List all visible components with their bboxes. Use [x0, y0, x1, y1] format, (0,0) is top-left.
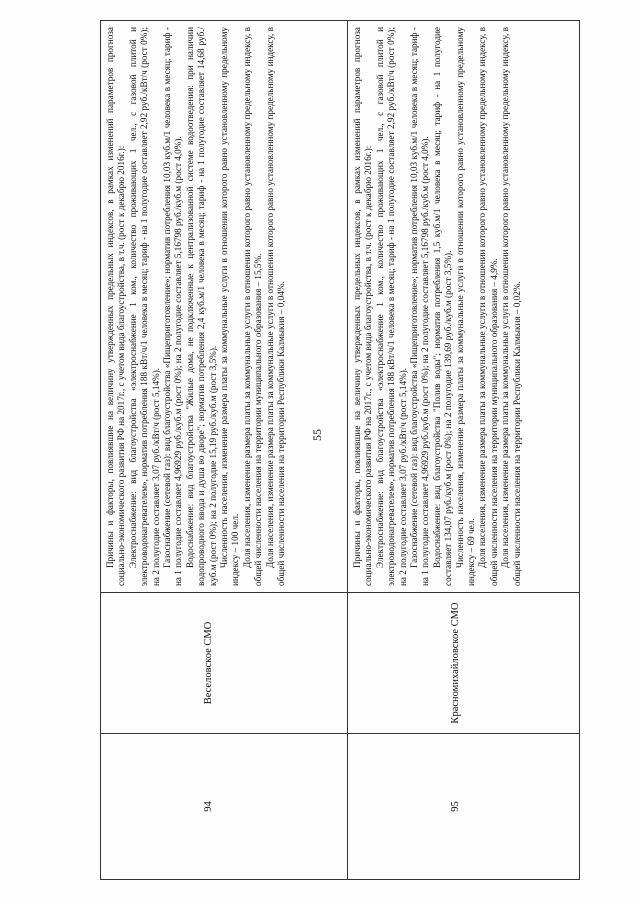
paragraph: Численность населения, изменение размера платы за коммунальные услуги в отношении которого равно установленному предельному индексу – 69 чел.: [454, 27, 476, 586]
table-row: [101, 21, 348, 880]
table-row: [347, 21, 579, 880]
description-text: [101, 21, 290, 592]
municipality-cell: [347, 593, 579, 734]
description-cell: [347, 21, 579, 593]
row-number-cell: [101, 734, 348, 880]
paragraph: Водоснабжение: вид благоустройства "Жилые дома, не подключенные к централизованной системе водоотведения: при наличии водопроводного ввода и душа во дворе"; норматив потребления 2,4 куб.м/1 человека в месяц; тариф - на 1 полугодие составляет 14,68 руб./куб.м (рост 0%); на 2 полугодие 15,19 руб./куб.м (рост 3,5%).: [184, 27, 218, 586]
paragraph: Доля населения, изменение размера платы за коммунальные услуги в отношении которого равно установленному предельному индексу, в общей численности населения на территории муниципального образования – 15,5%.: [241, 27, 264, 586]
paragraph: Причины и факторы, повлиявшие на величину утвержденных предельных индексов, в рамках изменений параметров прогноза социально-экономического развития РФ на 2017г., с учетом вида благоустройства, в т.ч. (рост к декабрю 2016г.):: [105, 27, 127, 586]
paragraph: Газоснабжение (сетевой газ): вид благоустройства «Пищеприготовление»; норматив потребления 10,03 куб.м/1 человека в месяц; тариф - на 1 полугодие составляет 4,96929 руб./куб.м (рост 0%); на 2 полугодие составляет 5,16798 руб./куб.м (рост 4,0%).: [162, 27, 184, 586]
paragraph: Причины и факторы, повлиявшие на величину утвержденных предельных индексов, в рамках изменений параметров прогноза социально-экономического развития РФ на 2017г., с учетом вида благоустройства, в т.ч. (рост к декабрю 2016г.):: [351, 27, 374, 586]
municipality-name: Веселовское СМО: [203, 621, 214, 705]
paragraph: Газоснабжение (сетевой газ): вид благоустройства «Пищеприготовление»; норматив потребления 10,03 куб.м/1 человека в месяц; тариф - на 1 полугодие составляет 4,96929 руб./куб.м (рост 0%); на 2 полугодие составляет 5,16798 руб./куб.м (рост 4,0%).: [408, 27, 431, 586]
paragraph: Водоснабжение: вид благоустройства "Полив воды"; норматив потребления 1,5 куб.м/1 человека в месяц; тариф - на 1 полугодие составляет 134,07 руб./куб.м (рост 0%); на 2 полугодие 139,69 руб./куб.м (рост 3,5%).: [431, 27, 454, 586]
paragraph: Электроснабжение: вид благоустройства «электроснабжение 1 ком., количество проживающих 1 чел., с газовой плитой и электроводонагревателем», норматив потребления 188 кВт/ч/1 человека в месяц; тариф - на 1 полугодие составляет 2,92 руб./кВт/ч (рост 0%); на 2 полугодие составляет 3,07 руб./кВт/ч (рост 5,14%).: [127, 27, 161, 586]
municipality-name: Красномихайловское СМО: [449, 602, 461, 724]
paragraph: Численность населения, изменение размера платы за коммунальные услуги в отношении которого равно установленному предельному индексу – 100 чел.: [219, 27, 241, 586]
paragraph: Доля населения, изменение размера платы за коммунальные услуги в отношении которого равно установленному предельному индексу, в общей численности населения на территории Республики Калмыкия – 0,04%.: [264, 27, 287, 586]
tariff-table: [100, 20, 580, 880]
description-text: [348, 21, 525, 592]
description-cell: [101, 21, 348, 593]
paragraph: Электроснабжение: вид благоустройства «электроснабжение 1 ком., количество проживающих 1 чел., с газовой плитой и электроводонагревателем», норматив потребления 188 кВт/ч/1 человека в месяц; тариф - на 1 полугодие составляет 2,92 руб./кВт/ч (рост 0%); на 2 полугодие составляет 3,07 руб./кВт/ч (рост 5,14%).: [374, 27, 408, 586]
page-number: 55: [310, 429, 324, 441]
paragraph: Доля населения, изменение размера платы за коммунальные услуги в отношении которого равно установленному предельному индексу, в общей численности населения на территории муниципального образования – 4,9%.: [477, 27, 499, 586]
row-number: 95: [449, 801, 461, 812]
municipality-cell: [101, 593, 348, 734]
rotated-table-frame: [100, 20, 580, 880]
row-number-cell: [347, 734, 579, 880]
row-number: 94: [203, 801, 214, 812]
paragraph: Доля населения, изменение размера платы за коммунальные услуги в отношении которого равно установленному предельному индексу, в общей численности населения на территории Республики Калмыкия – 0,02%.: [500, 27, 522, 586]
